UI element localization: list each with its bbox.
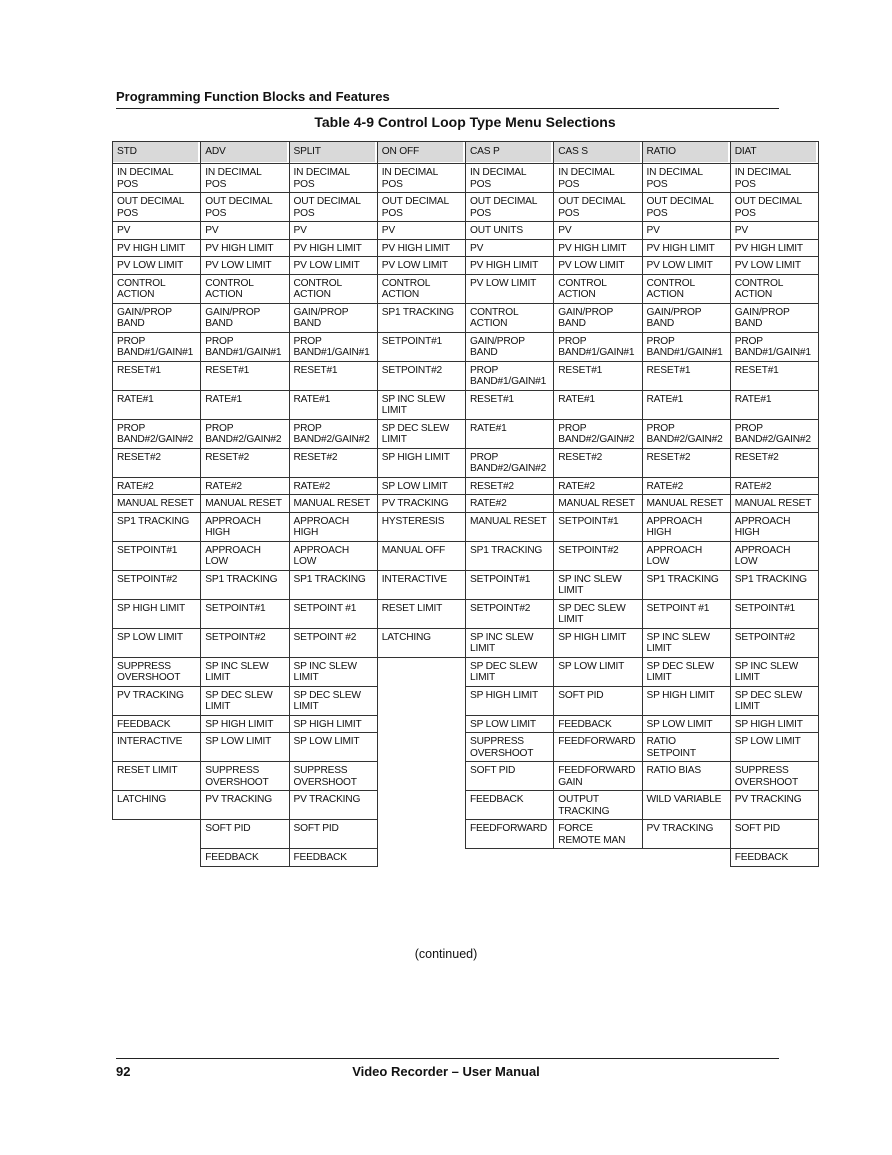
table-cell: PROP BAND#2/GAIN#2 [730, 419, 818, 448]
table-cell: OUT DECIMAL POS [113, 193, 201, 222]
table-cell: GAIN/PROP BAND [554, 303, 642, 332]
table-row [113, 820, 819, 849]
table-cell: SETPOINT #1 [289, 599, 377, 628]
table-cell: SP INC SLEW LIMIT [377, 390, 465, 419]
table-cell: FEEDBACK [113, 715, 201, 733]
table-cell: MANUAL RESET [730, 495, 818, 513]
table-cell: PV LOW LIMIT [201, 257, 289, 275]
table-row [113, 164, 819, 193]
column-header [466, 142, 554, 164]
table-cell: RATE#2 [466, 495, 554, 513]
table-row [113, 570, 819, 599]
table-row [113, 448, 819, 477]
table-cell: CONTROL ACTION [642, 274, 730, 303]
table-cell: IN DECIMAL POS [377, 164, 465, 193]
table-cell [377, 849, 465, 867]
table-cell: SP INC SLEW LIMIT [466, 628, 554, 657]
table-cell: GAIN/PROP BAND [642, 303, 730, 332]
table-cell: RESET#1 [201, 361, 289, 390]
table-cell: GAIN/PROP BAND [466, 332, 554, 361]
column-header [201, 142, 289, 164]
column-header [730, 142, 818, 164]
column-header-label: ADV [201, 142, 286, 162]
table-cell: FEEDBACK [201, 849, 289, 867]
table-cell: IN DECIMAL POS [201, 164, 289, 193]
table-cell: FEEDFORWARD GAIN [554, 762, 642, 791]
table-cell: GAIN/PROP BAND [289, 303, 377, 332]
table-cell: FEEDFORWARD [466, 820, 554, 849]
table-cell: RATE#2 [113, 477, 201, 495]
table-cell: SP LOW LIMIT [642, 715, 730, 733]
table-cell: SETPOINT#2 [730, 628, 818, 657]
table-cell: PV HIGH LIMIT [113, 239, 201, 257]
table-row [113, 257, 819, 275]
table-cell: SP INC SLEW LIMIT [201, 657, 289, 686]
table-cell: SP DEC SLEW LIMIT [730, 686, 818, 715]
table-cell: PROP BAND#2/GAIN#2 [289, 419, 377, 448]
table-cell: PV LOW LIMIT [730, 257, 818, 275]
table-cell: PV [113, 222, 201, 240]
table-cell: SOFT PID [554, 686, 642, 715]
table-cell [554, 849, 642, 867]
table-cell: RESET#1 [289, 361, 377, 390]
table-cell: SP DEC SLEW LIMIT [289, 686, 377, 715]
column-header-label: DIAT [731, 142, 816, 162]
table-row [113, 762, 819, 791]
table-cell: PV TRACKING [201, 791, 289, 820]
table-cell: PV LOW LIMIT [466, 274, 554, 303]
table-cell: PV TRACKING [113, 686, 201, 715]
table-cell: MANUAL RESET [466, 512, 554, 541]
table-row [113, 628, 819, 657]
manual-title: Video Recorder – User Manual [352, 1064, 540, 1079]
table-cell: OUT DECIMAL POS [466, 193, 554, 222]
table-cell: RESET#2 [289, 448, 377, 477]
table-cell: SUPPRESS OVERSHOOT [289, 762, 377, 791]
table-cell: SP DEC SLEW LIMIT [201, 686, 289, 715]
table-cell: SP DEC SLEW LIMIT [642, 657, 730, 686]
table-header-row [113, 142, 819, 164]
table-cell: PV HIGH LIMIT [466, 257, 554, 275]
table-cell: HYSTERESIS [377, 512, 465, 541]
table-cell: RESET#1 [554, 361, 642, 390]
table-cell: SETPOINT#1 [113, 541, 201, 570]
table-cell: PV HIGH LIMIT [377, 239, 465, 257]
table-cell: SP1 TRACKING [730, 570, 818, 599]
table-cell: RESET#2 [466, 477, 554, 495]
table-cell [113, 820, 201, 849]
table-cell: OUTPUT TRACKING [554, 791, 642, 820]
table-body [113, 164, 819, 867]
table-cell: PROP BAND#1/GAIN#1 [642, 332, 730, 361]
table-cell: SP INC SLEW LIMIT [730, 657, 818, 686]
table-cell: SP1 TRACKING [377, 303, 465, 332]
table-cell: MANUAL RESET [289, 495, 377, 513]
table-row [113, 541, 819, 570]
table-cell: RESET#1 [642, 361, 730, 390]
table-cell: LATCHING [377, 628, 465, 657]
table-cell: SP1 TRACKING [201, 570, 289, 599]
table-cell: PV HIGH LIMIT [642, 239, 730, 257]
table-cell: GAIN/PROP BAND [113, 303, 201, 332]
table-cell: GAIN/PROP BAND [730, 303, 818, 332]
table-cell: PV TRACKING [289, 791, 377, 820]
table-cell: APPROACH LOW [201, 541, 289, 570]
table-cell: APPROACH LOW [642, 541, 730, 570]
table-cell: SUPPRESS OVERSHOOT [730, 762, 818, 791]
table-cell: PV [466, 239, 554, 257]
table-cell: PROP BAND#1/GAIN#1 [289, 332, 377, 361]
table-cell: CONTROL ACTION [289, 274, 377, 303]
table-cell: MANUAL RESET [554, 495, 642, 513]
column-header [289, 142, 377, 164]
table-cell: PROP BAND#1/GAIN#1 [730, 332, 818, 361]
table-cell: SP LOW LIMIT [289, 733, 377, 762]
table-cell: SETPOINT #2 [289, 628, 377, 657]
table-cell: SP LOW LIMIT [730, 733, 818, 762]
table-cell: RATE#1 [466, 419, 554, 448]
table-cell: PROP BAND#2/GAIN#2 [466, 448, 554, 477]
table-cell: MANUAL RESET [113, 495, 201, 513]
table-row [113, 791, 819, 820]
table-cell: PV HIGH LIMIT [554, 239, 642, 257]
table-cell: RESET#1 [730, 361, 818, 390]
table-row [113, 390, 819, 419]
table-cell: PV TRACKING [642, 820, 730, 849]
table-cell [642, 849, 730, 867]
table-cell: SUPPRESS OVERSHOOT [466, 733, 554, 762]
table-cell: SETPOINT#1 [554, 512, 642, 541]
table-cell [377, 820, 465, 849]
continued-note: (continued) [414, 947, 478, 961]
table-cell: SP1 TRACKING [113, 512, 201, 541]
table-cell: PV [201, 222, 289, 240]
table-cell: RESET#2 [642, 448, 730, 477]
table-cell: PV HIGH LIMIT [730, 239, 818, 257]
table-cell: OUT DECIMAL POS [642, 193, 730, 222]
table-cell: SP1 TRACKING [289, 570, 377, 599]
table-row [113, 686, 819, 715]
table-row [113, 274, 819, 303]
table-cell: MANUAL RESET [201, 495, 289, 513]
table-cell: RESET#1 [466, 390, 554, 419]
table-cell: PV LOW LIMIT [377, 257, 465, 275]
table-cell: SETPOINT#1 [466, 570, 554, 599]
table-cell: SP1 TRACKING [466, 541, 554, 570]
table-cell: RATE#1 [554, 390, 642, 419]
table-caption: Table 4-9 Control Loop Type Menu Selections [314, 114, 616, 130]
table-cell: IN DECIMAL POS [113, 164, 201, 193]
table-cell: SP LOW LIMIT [377, 477, 465, 495]
table-cell: PV [289, 222, 377, 240]
table-cell: RESET#2 [201, 448, 289, 477]
table-cell: RATE#1 [289, 390, 377, 419]
table-cell: CONTROL ACTION [201, 274, 289, 303]
table-row [113, 849, 819, 867]
section-title: Programming Function Blocks and Features [116, 89, 390, 104]
table-cell: PV [554, 222, 642, 240]
table-cell: PV LOW LIMIT [642, 257, 730, 275]
table-cell: APPROACH HIGH [730, 512, 818, 541]
table-cell: RESET LIMIT [377, 599, 465, 628]
table-row [113, 419, 819, 448]
table-cell [377, 733, 465, 762]
table-row [113, 332, 819, 361]
table-cell: OUT DECIMAL POS [377, 193, 465, 222]
table-cell: SETPOINT#1 [377, 332, 465, 361]
table-cell: SOFT PID [289, 820, 377, 849]
table-cell: PROP BAND#2/GAIN#2 [642, 419, 730, 448]
table-cell: PV LOW LIMIT [554, 257, 642, 275]
table-cell: APPROACH HIGH [201, 512, 289, 541]
table-cell [377, 686, 465, 715]
table-cell: SP INC SLEW LIMIT [642, 628, 730, 657]
control-loop-table [112, 141, 819, 867]
table-cell: RATE#1 [201, 390, 289, 419]
table-cell: PROP BAND#2/GAIN#2 [113, 419, 201, 448]
table-cell: RATIO BIAS [642, 762, 730, 791]
table-cell: RATE#2 [289, 477, 377, 495]
table-cell: PV LOW LIMIT [113, 257, 201, 275]
table-cell: SP LOW LIMIT [201, 733, 289, 762]
table-cell: IN DECIMAL POS [554, 164, 642, 193]
table-cell: IN DECIMAL POS [466, 164, 554, 193]
table-cell: PV [377, 222, 465, 240]
table-cell: SP1 TRACKING [642, 570, 730, 599]
column-header [642, 142, 730, 164]
column-header-label: RATIO [643, 142, 728, 162]
table-cell: FEEDBACK [554, 715, 642, 733]
table-cell: RESET#2 [554, 448, 642, 477]
table-cell: PROP BAND#1/GAIN#1 [554, 332, 642, 361]
table-cell: SUPPRESS OVERSHOOT [201, 762, 289, 791]
table-cell: APPROACH LOW [289, 541, 377, 570]
table-cell: GAIN/PROP BAND [201, 303, 289, 332]
table-cell: FEEDBACK [466, 791, 554, 820]
column-header-label: CAS P [466, 142, 551, 162]
table-cell: RATE#1 [730, 390, 818, 419]
table-cell: SETPOINT#1 [730, 599, 818, 628]
table-cell: SP INC SLEW LIMIT [554, 570, 642, 599]
table-row [113, 599, 819, 628]
table-cell: RESET#2 [113, 448, 201, 477]
table-cell: RATIO SETPOINT [642, 733, 730, 762]
column-header-label: SPLIT [290, 142, 375, 162]
table-cell: RATE#2 [201, 477, 289, 495]
table-cell: RATE#2 [554, 477, 642, 495]
table-cell: SETPOINT#2 [377, 361, 465, 390]
table-cell: SETPOINT#2 [554, 541, 642, 570]
table-cell: PROP BAND#1/GAIN#1 [113, 332, 201, 361]
table-cell: OUT UNITS [466, 222, 554, 240]
table-cell: PROP BAND#2/GAIN#2 [554, 419, 642, 448]
page-number: 92 [116, 1064, 131, 1079]
table-cell: PROP BAND#1/GAIN#1 [466, 361, 554, 390]
table-cell: SETPOINT#2 [466, 599, 554, 628]
table-cell: RATE#1 [113, 390, 201, 419]
table-row [113, 477, 819, 495]
table-cell: CONTROL ACTION [113, 274, 201, 303]
table-cell: IN DECIMAL POS [289, 164, 377, 193]
table-cell: FORCE REMOTE MAN [554, 820, 642, 849]
table-cell: SP DEC SLEW LIMIT [377, 419, 465, 448]
table-cell: INTERACTIVE [113, 733, 201, 762]
table-cell: MANUAL RESET [642, 495, 730, 513]
table-cell: SUPPRESS OVERSHOOT [113, 657, 201, 686]
table-cell: PV HIGH LIMIT [201, 239, 289, 257]
table-cell [377, 657, 465, 686]
table-cell: IN DECIMAL POS [642, 164, 730, 193]
table-cell: SP HIGH LIMIT [377, 448, 465, 477]
table-cell: APPROACH LOW [730, 541, 818, 570]
table-cell: SP LOW LIMIT [554, 657, 642, 686]
table-cell [377, 715, 465, 733]
table-cell: RATE#2 [730, 477, 818, 495]
table-cell: RESET#1 [113, 361, 201, 390]
table-cell: PV TRACKING [730, 791, 818, 820]
column-header-label: ON OFF [378, 142, 463, 162]
table-cell: PV LOW LIMIT [289, 257, 377, 275]
table-row [113, 733, 819, 762]
column-header [554, 142, 642, 164]
table-cell: SP HIGH LIMIT [642, 686, 730, 715]
table-cell: CONTROL ACTION [377, 274, 465, 303]
table-cell: INTERACTIVE [377, 570, 465, 599]
table-cell: SP INC SLEW LIMIT [289, 657, 377, 686]
table-row [113, 193, 819, 222]
table-cell: FEEDFORWARD [554, 733, 642, 762]
table-cell: SOFT PID [466, 762, 554, 791]
table-row [113, 715, 819, 733]
table-cell: MANUAL OFF [377, 541, 465, 570]
table-cell: SOFT PID [730, 820, 818, 849]
table-cell: PV [642, 222, 730, 240]
table-cell: OUT DECIMAL POS [554, 193, 642, 222]
table-cell: CONTROL ACTION [554, 274, 642, 303]
table-cell: PV HIGH LIMIT [289, 239, 377, 257]
table-cell: IN DECIMAL POS [730, 164, 818, 193]
table-cell: SETPOINT#2 [201, 628, 289, 657]
table-cell [466, 849, 554, 867]
table-cell: OUT DECIMAL POS [730, 193, 818, 222]
table-cell: CONTROL ACTION [730, 274, 818, 303]
column-header-label: STD [113, 142, 198, 162]
table-cell: SP HIGH LIMIT [730, 715, 818, 733]
table-row [113, 512, 819, 541]
table-cell: PV [730, 222, 818, 240]
table-cell: WILD VARIABLE [642, 791, 730, 820]
table-cell: PROP BAND#1/GAIN#1 [201, 332, 289, 361]
table-cell: SP DEC SLEW LIMIT [466, 657, 554, 686]
column-header [377, 142, 465, 164]
footer-rule [116, 1058, 779, 1059]
table-cell: SP HIGH LIMIT [201, 715, 289, 733]
table-cell [377, 791, 465, 820]
table-row [113, 657, 819, 686]
table-cell: SP HIGH LIMIT [554, 628, 642, 657]
table-cell: PROP BAND#2/GAIN#2 [201, 419, 289, 448]
table-row [113, 495, 819, 513]
table-cell: SP LOW LIMIT [466, 715, 554, 733]
table-cell [377, 762, 465, 791]
table-row [113, 361, 819, 390]
table-cell: SP HIGH LIMIT [466, 686, 554, 715]
table-cell [113, 849, 201, 867]
table-cell: SETPOINT#2 [113, 570, 201, 599]
table-cell: OUT DECIMAL POS [201, 193, 289, 222]
table-row [113, 239, 819, 257]
table-cell: SP LOW LIMIT [113, 628, 201, 657]
table-cell: SP HIGH LIMIT [113, 599, 201, 628]
table-cell: OUT DECIMAL POS [289, 193, 377, 222]
table-row [113, 222, 819, 240]
table-cell: LATCHING [113, 791, 201, 820]
table-cell: RESET LIMIT [113, 762, 201, 791]
table-cell: SETPOINT#1 [201, 599, 289, 628]
table-cell: FEEDBACK [289, 849, 377, 867]
table-cell: PV TRACKING [377, 495, 465, 513]
column-header [113, 142, 201, 164]
table-cell: APPROACH HIGH [289, 512, 377, 541]
header-rule [116, 108, 779, 109]
table-row [113, 303, 819, 332]
table-cell: CONTROL ACTION [466, 303, 554, 332]
table-cell: RATE#1 [642, 390, 730, 419]
table-cell: RESET#2 [730, 448, 818, 477]
table-cell: RATE#2 [642, 477, 730, 495]
table-cell: SP HIGH LIMIT [289, 715, 377, 733]
column-header-label: CAS S [554, 142, 639, 162]
table-cell: APPROACH HIGH [642, 512, 730, 541]
table-cell: SOFT PID [201, 820, 289, 849]
table-cell: FEEDBACK [730, 849, 818, 867]
table-cell: SP DEC SLEW LIMIT [554, 599, 642, 628]
table-cell: SETPOINT #1 [642, 599, 730, 628]
